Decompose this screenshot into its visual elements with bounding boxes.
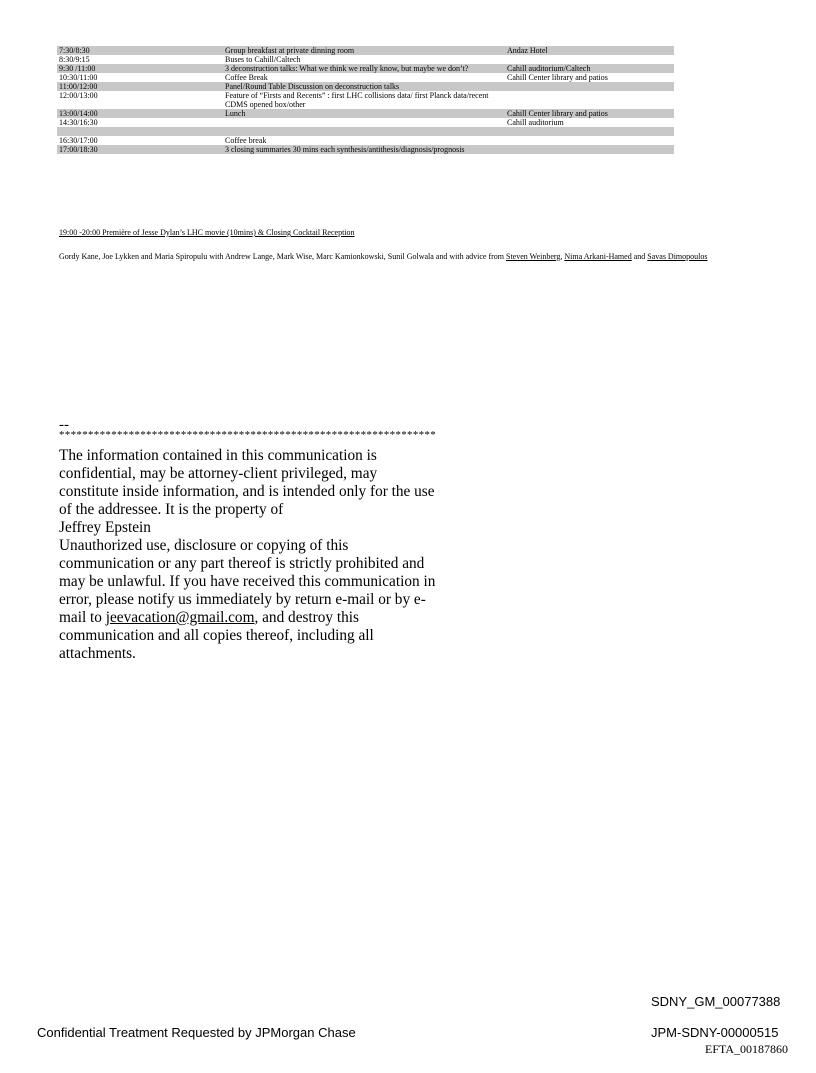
schedule-location: [505, 136, 674, 145]
schedule-row: [57, 46, 674, 55]
schedule-location: Andaz Hotel: [505, 46, 674, 55]
confidentiality-notice: [59, 447, 439, 663]
link-steven-weinberg[interactable]: Steven Weinberg: [506, 252, 561, 261]
schedule-location: Cahill Center library and patios: [507, 73, 608, 82]
schedule-event: Buses to Cahill/Caltech: [225, 55, 301, 64]
bates-number-efta: EFTA_00187860: [705, 1042, 789, 1056]
schedule-location: [505, 145, 674, 154]
notice-paragraph-1: The information contained in this communication is confidential, may be attorney-client privileged, may constitute inside information, and is intended only for the use of the addressee. It is the property of: [59, 447, 435, 518]
schedule-row: [57, 64, 674, 73]
schedule-location: Cahill auditorium: [507, 118, 564, 127]
schedule-time: 12:00/13:00: [59, 91, 98, 100]
link-savas-dimopoulos[interactable]: Savas Dimopoulos: [647, 252, 708, 261]
notice-text: Unauthorized use, disclosure or copying of this communication or any part thereof is strictly prohibited and may be unlawful. If you have received this communication in error, please notify us immediately by return e-mail or by e-mail to: [59, 537, 436, 626]
schedule-row: [57, 73, 674, 82]
schedule-row: [57, 55, 674, 64]
credits-text: Gordy Kane, Joe Lykken and Maria Spiropulu with Andrew Lange, Mark Wise, Marc Kamionkowski, Sunil Golwala and with advice from: [59, 252, 506, 261]
confidential-footer: Confidential Treatment Requested by JPMorgan Chase: [37, 1025, 356, 1040]
schedule-event: Coffee break: [225, 136, 267, 145]
schedule-table: [57, 46, 674, 154]
notice-paragraph-2: [59, 537, 439, 663]
schedule-location: [505, 127, 674, 136]
schedule-row: [57, 127, 674, 136]
schedule-event: 3 closing summaries 30 mins each synthesis/antithesis/diagnosis/prognosis: [223, 145, 505, 154]
schedule-event: Lunch: [223, 109, 505, 118]
organizers-credits: [59, 252, 749, 262]
schedule-location: [505, 91, 674, 109]
schedule-location: [505, 55, 674, 64]
bates-number-jpm: JPM-SDNY-00000515: [651, 1025, 779, 1040]
schedule-time: 11:00/12:00: [57, 82, 223, 91]
schedule-row: [57, 82, 674, 91]
reception-line: 19:00 -20:00 Première of Jesse Dylan’s LHC movie (10mins) & Closing Cocktail Reception: [59, 228, 355, 237]
schedule-time: 13:00/14:00: [57, 109, 223, 118]
schedule-event: 3 deconstruction talks: What we think we really know, but maybe we don’t?: [223, 64, 505, 73]
schedule-row: [57, 91, 674, 109]
link-nima-arkani-hamed[interactable]: Nima Arkani-Hamed: [564, 252, 632, 261]
signature-dash: --: [59, 417, 69, 433]
schedule-event: Panel/Round Table Discussion on deconstruction talks: [223, 82, 505, 91]
schedule-row: [57, 118, 674, 127]
schedule-event: [223, 118, 505, 127]
credits-separator: and: [631, 252, 648, 261]
schedule-location: [505, 82, 674, 91]
schedule-time: [57, 127, 223, 136]
schedule-time: 16:30/17:00: [59, 136, 98, 145]
schedule-location: Cahill Center library and patios: [505, 109, 674, 118]
signature-divider: *****************************************************************: [59, 429, 436, 441]
schedule-row: [57, 136, 674, 145]
schedule-time: 14:30/16:30: [59, 118, 98, 127]
schedule-time: 10:30/11:00: [59, 73, 98, 82]
credits-separator: ,: [560, 252, 565, 261]
schedule-event: Feature of “Firsts and Recents” : first LHC collisions data/ first Planck data/recent CDMS opened box/other: [225, 91, 489, 109]
bates-number-sdny: SDNY_GM_00077388: [651, 994, 781, 1009]
schedule-event: Group breakfast at private dinning room: [223, 46, 505, 55]
notice-owner: Jeffrey Epstein: [59, 519, 151, 536]
schedule-row: [57, 109, 674, 118]
schedule-location: Cahill auditorium/Caltech: [505, 64, 674, 73]
schedule-event: [223, 127, 505, 136]
schedule-time: 17:00/18:30: [57, 145, 223, 154]
schedule-time: 9:30 /11:00: [57, 64, 223, 73]
schedule-time: 8:30/9:15: [59, 55, 90, 64]
email-link[interactable]: jeevacation@gmail.com: [105, 609, 255, 626]
schedule-row: [57, 145, 674, 154]
schedule-time: 7:30/8:30: [57, 46, 223, 55]
notice-text: , and destroy this communication and all copies thereof, including all attachments.: [59, 609, 374, 662]
schedule-event: Coffee Break: [225, 73, 268, 82]
